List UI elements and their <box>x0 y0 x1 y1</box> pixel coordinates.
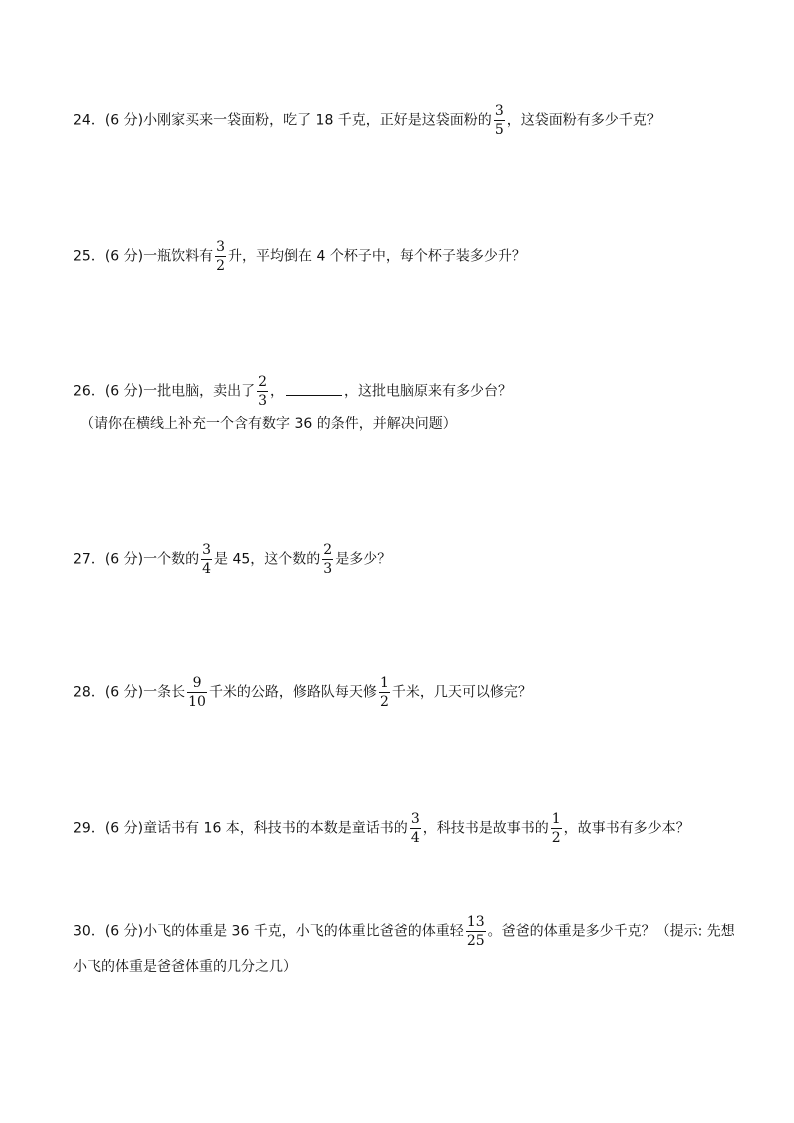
question-27 <box>73 543 754 576</box>
question-text: 升，平均倒在 4 个杯子中，每个杯子装多少升？ <box>228 248 526 265</box>
question-text: 24．(6 分)小刚家买来一袋面粉，吃了 18 千克，正好是这袋面粉的 <box>73 112 492 129</box>
question-24 <box>73 104 754 137</box>
fraction: $\frac{1}{2}$ <box>551 811 561 846</box>
fraction: $\frac{2}{3}$ <box>258 374 268 409</box>
fraction: $\frac{2}{3}$ <box>323 542 333 577</box>
question-text: 27．(6 分)一个数的 <box>73 551 200 568</box>
question-26 <box>73 375 754 408</box>
question-text: ，科技书是故事书的 <box>422 820 549 837</box>
fraction: $\frac{9}{10}$ <box>188 675 206 710</box>
fraction: $\frac{3}{2}$ <box>216 239 226 274</box>
question-text: 千米的公路，修路队每天修 <box>208 684 377 701</box>
question-28 <box>73 676 754 709</box>
question-26-note: （请你在横线上补充一个含有数字 36 的条件，并解决问题） <box>80 416 457 432</box>
fill-in-blank[interactable] <box>286 381 342 396</box>
question-text: 。爸爸的体重是多少千克？（提示: 先想 <box>487 923 735 940</box>
question-text: ，故事书有多少本？ <box>563 820 690 837</box>
question-text: ， <box>270 383 285 400</box>
question-30 <box>73 915 754 948</box>
question-29 <box>73 812 754 845</box>
question-text: ，这批电脑原来有多少台？ <box>344 383 513 400</box>
fraction: $\frac{1}{2}$ <box>379 675 389 710</box>
fraction: $\frac{13}{25}$ <box>466 914 485 949</box>
question-text: 是多少？ <box>335 551 392 568</box>
question-text: 30．(6 分)小飞的体重是 36 千克，小飞的体重比爸爸的体重轻 <box>73 923 464 940</box>
question-text: 千米，几天可以修完？ <box>391 684 532 701</box>
fraction: $\frac{3}{4}$ <box>202 542 212 577</box>
fraction: $\frac{3}{4}$ <box>410 811 420 846</box>
question-text: 28．(6 分)一条长 <box>73 684 186 701</box>
question-text: 25．(6 分)一瓶饮料有 <box>73 248 214 265</box>
question-30-line2: 小飞的体重是爸爸体重的几分之几） <box>73 959 297 975</box>
question-text: ，这袋面粉有多少千克？ <box>506 112 661 129</box>
question-text: 26．(6 分)一批电脑，卖出了 <box>73 383 256 400</box>
fraction: $\frac{3}{5}$ <box>494 103 504 138</box>
question-text: 是 45，这个数的 <box>214 551 321 568</box>
question-text: 29．(6 分)童话书有 16 本，科技书的本数是童话书的 <box>73 820 408 837</box>
question-25 <box>73 240 754 273</box>
